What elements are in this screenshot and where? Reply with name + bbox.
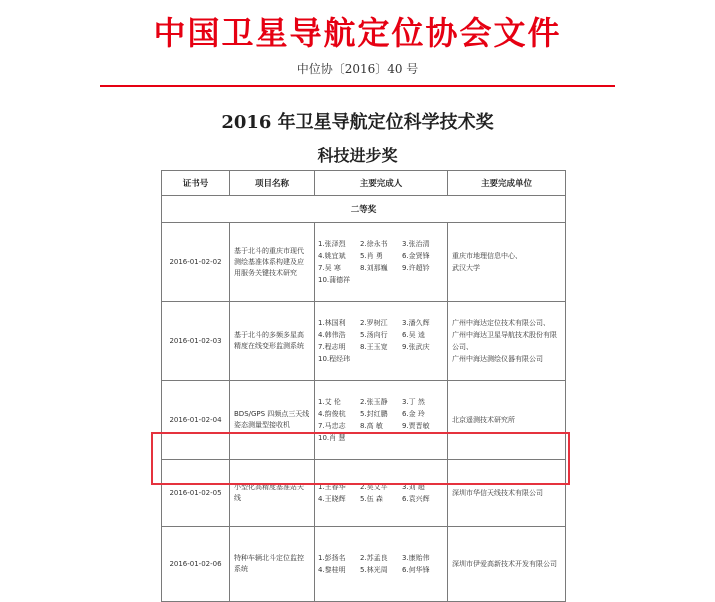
unit-name: 重庆市地理信息中心、 [452, 252, 522, 260]
document-number: 中位协〔2016〕40 号 [296, 62, 419, 76]
cert-number: 2016-01-02-04 [162, 381, 230, 460]
person-name: 2.张玉静 [360, 398, 388, 406]
column-header-cert: 证书号 [162, 171, 230, 196]
unit-name: 广州中海达测绘仪器有限公司 [452, 355, 543, 363]
table-row [162, 302, 566, 381]
person-name: 6.吴 逵 [402, 331, 425, 339]
unit-name: 广州中海达定位技术有限公司、 [452, 319, 550, 327]
unit-name: 北京遥测技术研究所 [452, 416, 515, 424]
person-name: 2.苏孟良 [360, 554, 388, 562]
unit-name: 广州中海达卫星导航技术股份有限公司、 [452, 331, 557, 351]
person-name: 10.肖 慧 [318, 434, 346, 442]
person-name: 9.贾晋敏 [402, 422, 430, 430]
cert-number: 2016-01-02-03 [162, 302, 230, 381]
table-row [162, 527, 566, 602]
person-name: 5.封红鹏 [360, 410, 388, 418]
person-name: 5.汤向行 [360, 331, 388, 339]
unit-name: 武汉大学 [452, 264, 480, 272]
person-name: 1.林国利 [318, 319, 346, 327]
table-row-highlighted [162, 460, 566, 527]
people-cell [315, 223, 448, 302]
person-name: 7.马忠志 [318, 422, 346, 430]
person-name: 1.张泽烈 [318, 240, 346, 248]
units-cell [448, 223, 566, 302]
person-name: 10.程经玮 [318, 355, 351, 363]
column-header-units: 主要完成单位 [448, 171, 566, 196]
person-name: 3.张治清 [402, 240, 430, 248]
person-name: 1.艾 伦 [318, 398, 341, 406]
project-name: 基于北斗的重庆市现代测绘基准体系构建及应用服务关键技术研究 [230, 223, 315, 302]
header-divider [100, 85, 615, 87]
project-name: BDS/GPS 四频点三天线姿态测量型接收机 [230, 381, 315, 460]
document-header-title: 中国卫星导航定位协会文件 [153, 14, 562, 52]
award-level: 二等奖 [162, 196, 566, 223]
column-header-project: 项目名称 [230, 171, 315, 196]
person-name: 3.康贻伟 [402, 554, 430, 562]
person-name: 1.王春华 [318, 483, 346, 491]
person-name: 4.韵俊杭 [318, 410, 346, 418]
person-name: 4.王晓辉 [318, 495, 346, 503]
person-name: 3.丁 然 [402, 398, 425, 406]
person-name: 2.罗树江 [360, 319, 388, 327]
table-header-row [162, 171, 566, 196]
person-name: 3.潘久辉 [402, 319, 430, 327]
person-name: 5.林光周 [360, 566, 388, 574]
project-name: 基于北斗的多频多星高精度在线变形监测系统 [230, 302, 315, 381]
person-name: 4.韩伟浩 [318, 331, 346, 339]
person-name: 6.金 玲 [402, 410, 425, 418]
table-row [162, 223, 566, 302]
person-name: 1.彭扬名 [318, 554, 346, 562]
level-row [162, 196, 566, 223]
person-name: 8.刘那巍 [360, 264, 388, 272]
people-cell [315, 381, 448, 460]
unit-name: 深圳市伊爱高新技术开发有限公司 [452, 560, 557, 568]
project-name: 小型化高精度基准站天线 [230, 460, 315, 527]
units-cell [448, 381, 566, 460]
cert-number: 2016-01-02-02 [162, 223, 230, 302]
person-name: 8.王玉宽 [360, 343, 388, 351]
person-name: 4.黎桂明 [318, 566, 346, 574]
units-cell [448, 527, 566, 602]
awards-table [161, 170, 566, 602]
award-title: 2016 年卫星导航定位科学技术奖 [221, 112, 494, 133]
person-name: 6.何华锋 [402, 566, 430, 574]
person-name: 2.徐永书 [360, 240, 388, 248]
person-name: 6.袁兴辉 [402, 495, 430, 503]
person-name: 4.姚宜斌 [318, 252, 346, 260]
people-cell [315, 302, 448, 381]
person-name: 6.金贤锋 [402, 252, 430, 260]
unit-name: 深圳市华信天线技术有限公司 [452, 489, 543, 497]
person-name: 9.许超钤 [402, 264, 430, 272]
award-subtitle: 科技进步奖 [317, 146, 398, 165]
person-name: 7.吴 寒 [318, 264, 341, 272]
table-row [162, 381, 566, 460]
person-name: 3.刘 超 [402, 483, 425, 491]
people-cell [315, 527, 448, 602]
person-name: 5.伍 森 [360, 495, 383, 503]
project-name: 特种车辆北斗定位监控系统 [230, 527, 315, 602]
person-name: 5.肖 勇 [360, 252, 383, 260]
person-name: 8.高 敏 [360, 422, 383, 430]
cert-number: 2016-01-02-06 [162, 527, 230, 602]
column-header-people: 主要完成人 [315, 171, 448, 196]
person-name: 10.蒲德祥 [318, 276, 351, 284]
units-cell [448, 302, 566, 381]
units-cell [448, 460, 566, 527]
person-name: 7.程志明 [318, 343, 346, 351]
person-name: 9.张武庆 [402, 343, 430, 351]
cert-number: 2016-01-02-05 [162, 460, 230, 527]
person-name: 2.吴文平 [360, 483, 388, 491]
people-cell [315, 460, 448, 527]
